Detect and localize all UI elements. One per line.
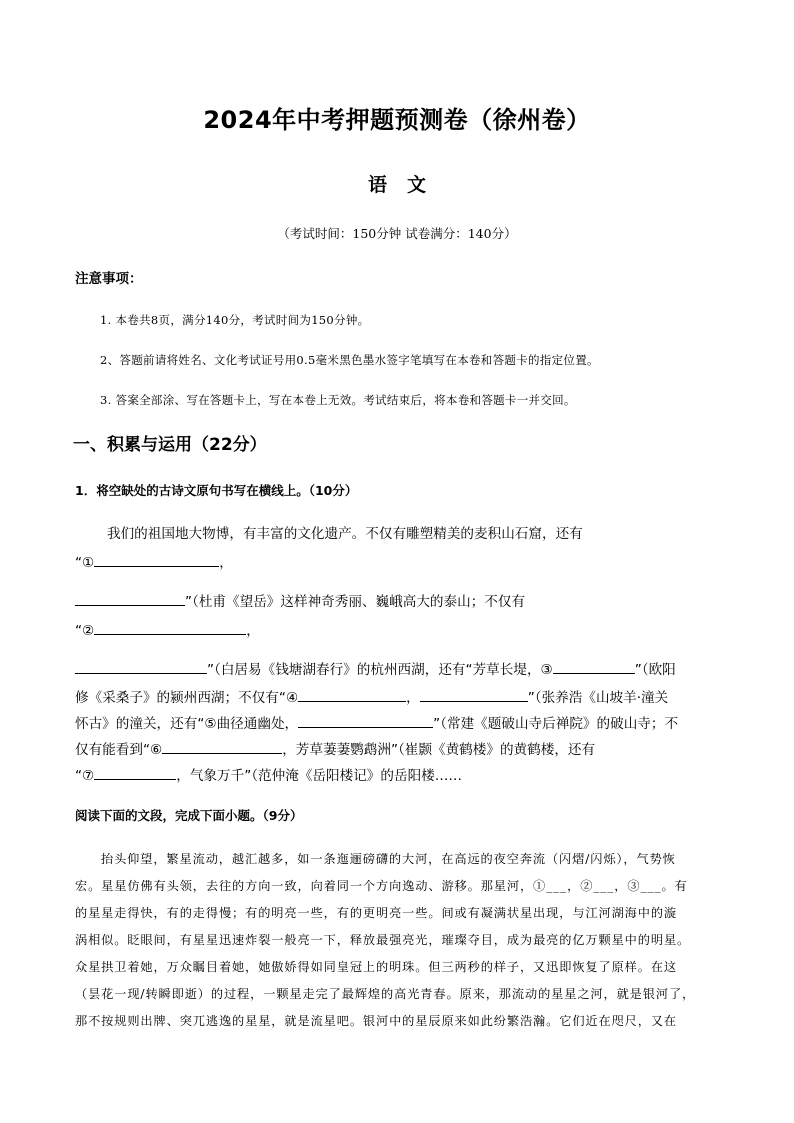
passage-line [75, 764, 725, 784]
text: ”（欧阳 [634, 662, 676, 678]
underlined-sentence: 眨眼间，有星星迅速炸裂一般亮一下，释放最强亮光，璀璨夺目，成为最亮的亿万颗星中的明星。 [127, 933, 691, 947]
text: ，气象万千”（范仲淹《岳阳楼记》的岳阳楼…… [176, 768, 462, 784]
text: ”（张养浩《山坡羊·潼关 [527, 690, 669, 706]
answer-blank[interactable] [94, 620, 246, 635]
text: ”（杜甫《望岳》这样神奇秀丽、巍峨高大的泰山；不仅有 [185, 594, 526, 610]
reading-line: 抬头仰望，繁星流动，越汇越多，如一条迤逦磅礴的大河，在高远的夜空奔流（闪熠/闪烁），气势恢 [101, 852, 676, 866]
note-item-1: 1. 本卷共8页，满分140分，考试时间为150分钟。 [100, 313, 370, 327]
passage-line [75, 686, 725, 706]
text: 我们的祖国地大物博，有丰富的文化遗产。不仅有雕塑精美的麦积山石窟，还有 [107, 526, 583, 542]
text: ”（常建《题破山寺后禅院》的破山寺；不 [433, 716, 679, 732]
text: ， [219, 555, 233, 571]
answer-blank[interactable] [298, 687, 406, 702]
reading-line [75, 931, 725, 948]
passage-line [75, 712, 725, 732]
notes-heading: 注意事项： [75, 271, 143, 287]
text: ”（白居易《钱塘湖春行》的杭州西湖，还有“芳草长堤，③ [207, 662, 553, 678]
text: 怀古》的潼关，还有“⑤曲径通幽处， [75, 716, 299, 732]
text: “⑦ [75, 768, 95, 784]
reading-line: 宏。星星仿佛有头领，去往的方向一致，向着同一个方向逸动、游移。那星河，①___，②___，③___。有 [75, 879, 688, 893]
text: ，芳草萋萋鹦鹉洲”（崔颢《黄鹤楼》的黄鹤楼，还有 [282, 742, 596, 758]
reading-heading: 阅读下面的文段，完成下面小题。（9分） [75, 808, 303, 823]
answer-blank[interactable] [162, 739, 282, 754]
text: 修《采桑子》的颍州西湖；不仅有“④ [75, 690, 299, 706]
passage-line [75, 551, 725, 571]
answer-blank[interactable] [420, 687, 528, 702]
reading-line: 那不按规则出牌、突兀逃逸的星星，就是流星吧。银河中的星辰原来如此纷繁浩瀚。它们近在咫尺，又在 [75, 1014, 678, 1028]
exam-info: （考试时间：150分钟 试卷满分：140分） [277, 226, 517, 241]
text: ， [246, 623, 260, 639]
reading-line: （昙花一现/转瞬即逝）的过程，一颗星走完了最辉煌的高光青春。原来，那流动的星星之河，就是银河了， [75, 987, 696, 1001]
reading-line: 众星拱卫着她，万众瞩目着她，她傲娇得如同皇冠上的明珠。但三两秒的样子，又迅即恢复了原样。在这 [75, 960, 678, 974]
answer-blank[interactable] [553, 659, 635, 674]
subject-title: 语文 [367, 174, 446, 196]
passage-line [75, 522, 725, 542]
passage-line [75, 738, 725, 758]
text: “② [75, 623, 95, 639]
passage-line [75, 590, 725, 610]
text: 涡相似。 [75, 933, 128, 947]
note-item-3: 3. 答案全部涂、写在答题卡上，写在本卷上无效。考试结束后，将本卷和答题卡一并交回。 [100, 393, 576, 407]
text: ， [406, 690, 420, 706]
reading-line: 的星星走得快，有的走得慢；有的明亮一些，有的更明亮一些。间或有凝满状星出现，与江河湖海中的漩 [75, 906, 678, 920]
answer-blank[interactable] [94, 552, 219, 567]
answer-blank[interactable] [298, 713, 433, 728]
text: 仅有能看到“⑥ [75, 742, 163, 758]
page-title: 2024年中考押题预测卷（徐州卷） [203, 106, 591, 134]
note-item-2: 2、答题前请将姓名、文化考试证号用0.5毫米黑色墨水签字笔填写在本卷和答题卡的指定位置。 [100, 353, 599, 367]
passage-line [75, 658, 725, 678]
answer-blank[interactable] [94, 765, 176, 780]
section-heading: 一、积累与运用（22分） [73, 435, 267, 455]
passage-line [75, 619, 725, 639]
answer-blank[interactable] [75, 659, 207, 674]
text: “① [75, 555, 95, 571]
question-1-prompt: 1．将空缺处的古诗文原句书写在横线上。（10分） [75, 483, 358, 498]
answer-blank[interactable] [75, 591, 185, 606]
